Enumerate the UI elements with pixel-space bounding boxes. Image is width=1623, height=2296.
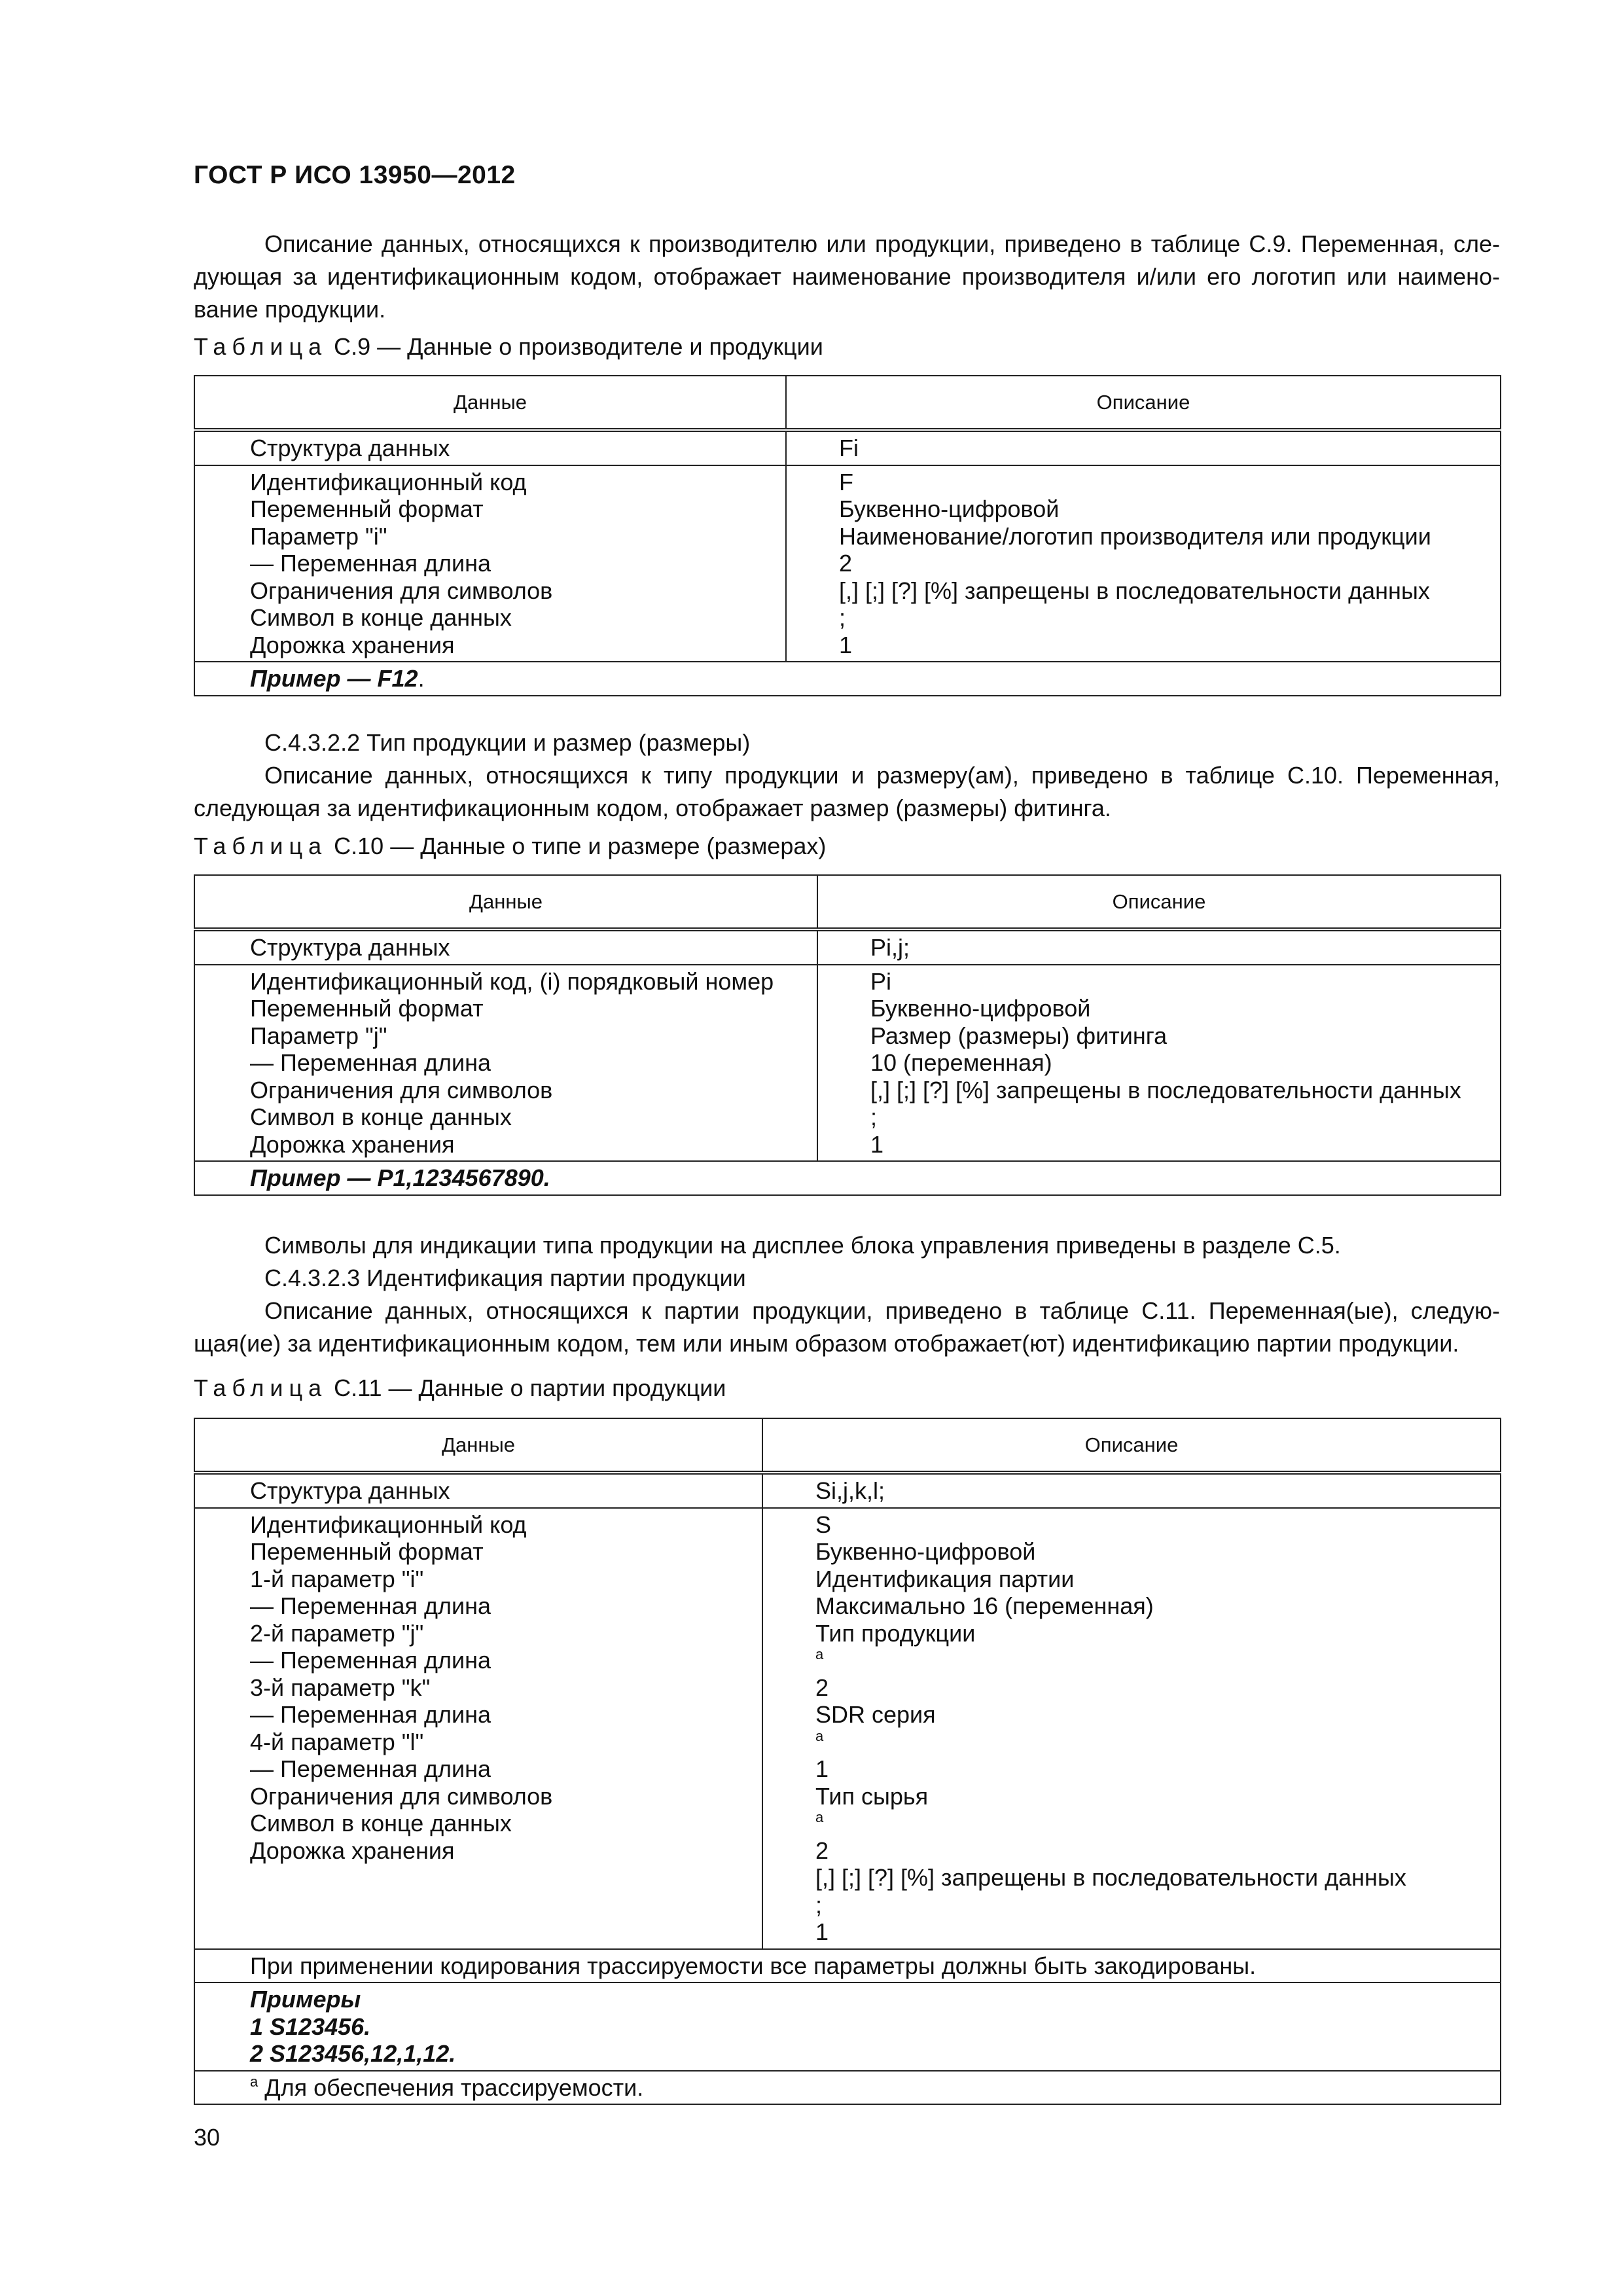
table-note: При применении кодирования трассируемости все параметры должны быть закодированы. — [250, 1952, 1257, 1979]
section-c4322 — [194, 726, 1500, 825]
parameter-values — [818, 965, 1500, 1161]
table-cell: Тип сырья $^a$ — [815, 1782, 929, 1825]
table-cell: Переменный формат — [250, 1538, 484, 1565]
symbols-line: Символы для индикации типа продукции на дисплее блока управления приведены в разделе С.5. — [264, 1232, 1341, 1259]
structure-value: Pi,j; — [870, 934, 910, 961]
structure-label: Структура данных — [250, 1477, 450, 1504]
document-page — [194, 0, 1503, 2296]
table-cell: Идентификационный код — [250, 468, 527, 495]
section-heading: С.4.3.2.3 Идентификация партии продукции — [264, 1265, 746, 1291]
section-line: Описание данных, относящихся к типу продукции и размеру(ам), приведено в таблице С.10. Переменная, — [264, 762, 1500, 789]
table-cell: Pi — [870, 967, 892, 995]
table-cell: 1 — [839, 631, 853, 658]
section-line: следующая за идентификационным кодом, отображает размер (размеры) фитинга. — [194, 795, 1111, 821]
table-cell: Дорожка хранения — [250, 1130, 455, 1158]
column-header-data: Данные — [194, 1418, 762, 1473]
column-header-data: Данные — [194, 376, 786, 430]
section-c4323 — [194, 1229, 1500, 1360]
table-c10-caption: Таблица С.10 — Данные о типе и размере (размерах) — [194, 833, 827, 859]
structure-label: Структура данных — [250, 934, 450, 961]
column-header-data: Данные — [194, 875, 817, 929]
table-cell: Буквенно-цифровой — [839, 495, 1060, 522]
table-cell: Размер (размеры) фитинга — [870, 1022, 1168, 1049]
column-header-description: Описание — [786, 376, 1501, 430]
parameter-labels — [195, 466, 785, 662]
table-cell: — Переменная длина — [250, 1701, 491, 1728]
structure-value: Fi — [839, 435, 859, 461]
table-cell: Идентификация партии — [815, 1565, 1075, 1592]
table-c11 — [194, 1418, 1501, 2105]
table-cell: Идентификационный код, (i) порядковый номер — [250, 967, 774, 995]
table-cell: 2 — [839, 550, 853, 577]
parameter-values — [787, 466, 1500, 662]
table-cell: Максимально 16 (переменная) — [815, 1592, 1154, 1619]
table-cell: S — [815, 1511, 832, 1538]
table-cell: Параметр "i" — [250, 522, 387, 550]
footnote-marker: a — [815, 1727, 824, 1744]
table-cell: Ограничения для символов — [250, 1076, 553, 1103]
table-cell: Дорожка хранения — [250, 631, 455, 658]
table-cell: 1 — [870, 1130, 884, 1158]
example-item: 1 S123456. — [250, 2013, 371, 2040]
table-cell: Ограничения для символов — [250, 1782, 553, 1810]
table-cell: ; — [815, 1891, 823, 1918]
table-cell: Символ в конце данных — [250, 604, 512, 631]
table-cell: — Переменная длина — [250, 1647, 491, 1674]
footnote-marker: a — [815, 1646, 824, 1662]
table-c10 — [194, 874, 1501, 1196]
table-cell: 10 (переменная) — [870, 1049, 1052, 1076]
table-cell: Параметр "j" — [250, 1022, 387, 1049]
table-cell: [,] [;] [?] [%] запрещены в последовательности данных — [870, 1076, 1461, 1103]
table-cell: F — [839, 468, 853, 495]
table-cell: 2 — [815, 1837, 829, 1864]
table-c11-caption: Таблица С.11 — Данные о партии продукции — [194, 1374, 726, 1401]
table-cell: ; — [870, 1103, 878, 1130]
table-cell: 3-й параметр "k" — [250, 1674, 431, 1701]
table-cell: [,] [;] [?] [%] запрещены в последовательности данных — [815, 1864, 1406, 1891]
column-header-description: Описание — [762, 1418, 1501, 1473]
intro-line: Описание данных, относящихся к производителю или продукции, приведено в таблице С.9. Переменная, сле- — [264, 230, 1500, 257]
intro-paragraph — [194, 228, 1500, 326]
table-cell: Ограничения для символов — [250, 577, 553, 604]
table-cell: — Переменная длина — [250, 550, 491, 577]
table-cell: 2-й параметр "j" — [250, 1619, 424, 1647]
intro-line: вание продукции. — [194, 296, 386, 323]
structure-label: Структура данных — [250, 435, 450, 461]
example-item: 2 S123456,12,1,12. — [250, 2040, 456, 2067]
table-cell: SDR серия $^a$ — [815, 1701, 936, 1744]
table-cell: 1 — [815, 1918, 829, 1945]
table-c9 — [194, 375, 1501, 696]
table-cell: 2 — [815, 1674, 829, 1701]
table-cell: Символ в конце данных — [250, 1810, 512, 1837]
table-cell: 1 — [815, 1755, 829, 1782]
parameter-values — [763, 1509, 1500, 1948]
table-cell: [,] [;] [?] [%] запрещены в последовательности данных — [839, 577, 1430, 604]
section-line: щая(ие) за идентификационным кодом, тем или иным образом отображает(ют) идентификацию партии продукции. — [194, 1330, 1459, 1357]
footnote-marker: a — [815, 1809, 824, 1825]
table-cell: Идентификационный код — [250, 1511, 527, 1538]
table-cell: Буквенно-цифровой — [815, 1538, 1036, 1565]
table-cell: — Переменная длина — [250, 1592, 491, 1619]
table-footnote: $^a$ Для обеспечения трассируемости. — [250, 2073, 644, 2101]
document-title: ГОСТ Р ИСО 13950—2012 — [194, 161, 516, 189]
table-c9-caption: Таблица С.9 — Данные о производителе и продукции — [194, 333, 823, 360]
table-cell: — Переменная длина — [250, 1049, 491, 1076]
table-cell: 1-й параметр "i" — [250, 1565, 424, 1592]
table-cell: Тип продукции $^a$ — [815, 1619, 976, 1662]
intro-line: дующая за идентификационным кодом, отображает наименование производителя и/или его логотип или наимено- — [194, 263, 1500, 290]
table-cell: Буквенно-цифровой — [870, 995, 1091, 1022]
column-header-description: Описание — [817, 875, 1501, 929]
example-row: Пример — P1,1234567890. — [250, 1164, 550, 1191]
parameter-labels — [195, 965, 817, 1161]
structure-value: Si,j,k,l; — [815, 1477, 885, 1504]
table-cell: Переменный формат — [250, 995, 484, 1022]
table-cell: Наименование/логотип производителя или продукции — [839, 522, 1431, 550]
table-cell: ; — [839, 604, 846, 631]
section-line: Описание данных, относящихся к партии продукции, приведено в таблице С.11. Переменная(ые), следую- — [264, 1297, 1500, 1324]
example-row: Пример — F12. — [250, 665, 425, 692]
footnote-marker: a — [250, 2073, 259, 2090]
examples-block — [195, 1983, 1500, 2070]
table-cell: Дорожка хранения — [250, 1837, 455, 1864]
page-number: 30 — [194, 2124, 221, 2151]
table-cell: 4-й параметр "l" — [250, 1728, 424, 1755]
section-heading: С.4.3.2.2 Тип продукции и размер (размеры) — [264, 729, 751, 756]
examples-title: Примеры — [250, 1986, 361, 2013]
table-cell: Символ в конце данных — [250, 1103, 512, 1130]
parameter-labels — [195, 1509, 762, 1867]
table-cell: — Переменная длина — [250, 1755, 491, 1782]
table-cell: Переменный формат — [250, 495, 484, 522]
